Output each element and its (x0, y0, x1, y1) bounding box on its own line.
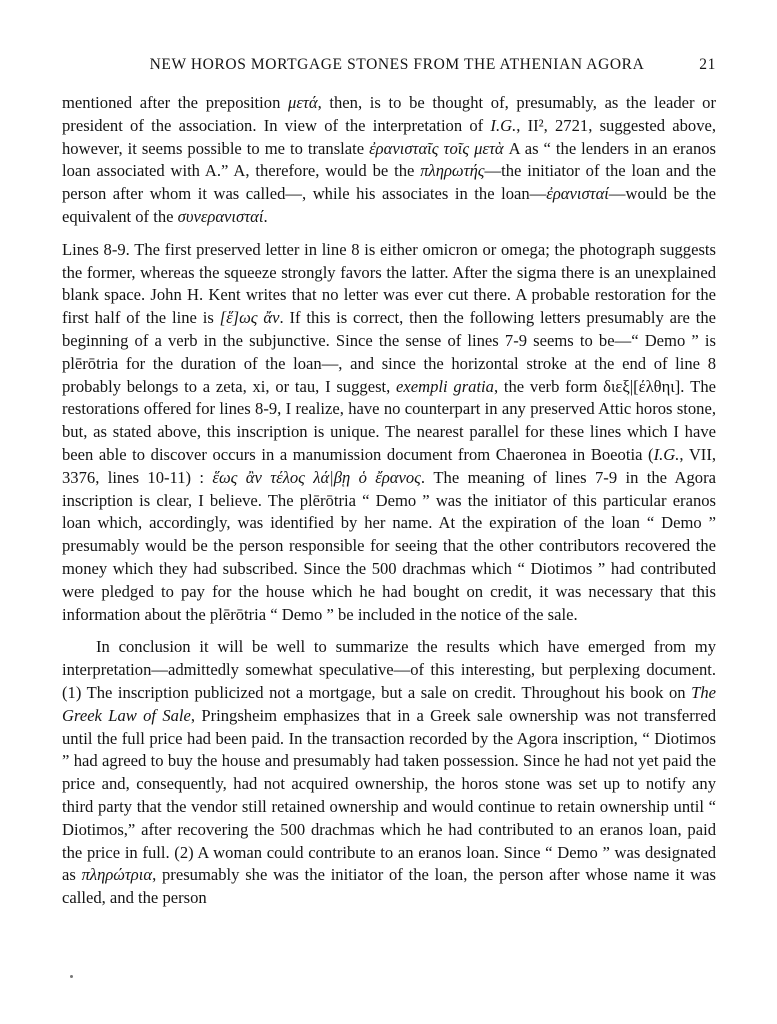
paragraph-eranistai (62, 92, 716, 229)
greek-phrase: ἐρανισταῖς τοῖς μετὰ (369, 138, 504, 158)
paragraph-conclusion (62, 636, 716, 932)
text-run: , the verb form διεξ|[έλθηι]. The restorations offered for lines 8-9, I realize, have no counterpart in any preserved Attic horos stone, but, as stated above, this inscription is unique. The nearest parallel for these lines which I have been able to discover occurs in a manumission document from Chaeronea in Boeotia ( (62, 376, 716, 464)
greek-phrase: μετά (288, 93, 318, 112)
text-run: , VII, 3376, lines 10-11) : (62, 444, 716, 487)
italic-citation: exempli gratia (396, 376, 494, 396)
greek-phrase: πληρώτρια (81, 865, 153, 885)
page (62, 56, 716, 932)
text-run: , presumably she was the initiator of the loan, the person after whose name it was called, and the person (62, 865, 716, 908)
running-title: NEW HOROS MORTGAGE STONES FROM THE ATHENIAN AGORA (149, 56, 645, 73)
running-head (62, 56, 716, 80)
text-run: —the initiator of the loan and the person after whom it was called—, while his associates in the loan— (62, 161, 716, 204)
text-run: mentioned after the preposition (62, 93, 289, 112)
text-run: In conclusion it will be well to summarize the results which have emerged from my interpretation—admittedly somewhat speculative—of this interesting, but perplexing document. (1) The inscription publicized not a mortgage, but a sale on credit. Throughout his book on (62, 637, 716, 702)
italic-citation: The Greek Law of Sale (62, 682, 716, 725)
greek-phrase: ἐρανισταί (546, 184, 609, 204)
text-run: . (263, 206, 268, 226)
page-number: 21 (699, 56, 716, 73)
italic-citation: I.G. (490, 115, 517, 135)
paragraph-lines-8-9 (62, 239, 716, 627)
italic-citation: I.G. (653, 444, 680, 464)
greek-phrase: [ἕ]ως ἄν (219, 308, 280, 328)
text-run: , Pringsheim emphasizes that in a Greek sale ownership was not transferred until the full price had been paid. In the transaction recorded by the Agora inscription, “ Diotimos ” had agreed to buy the house and presumably had taken possession. Since he had not yet paid the price and, consequently, had not acquired ownership, the horos stone was set up to notify any third party that the vendor still retained ownership and would continue to retain ownership until “ Diotimos,” after recovering the 500 drachmas which he had contributed to an eranos loan, paid the price in full. (2) A woman could contribute to an eranos loan. Since “ Demo ” was designated as (62, 705, 716, 885)
text-run: , then, is to be thought of, presumably, as the leader or president of the association. In view of the interpretation of (62, 93, 717, 135)
greek-phrase: πληρωτής (420, 161, 485, 181)
text-run: . If this is correct, then the following letters presumably are the beginning of a verb in the subjunctive. Since the sense of lines 7-9 seems to be—“ Demo ” is plērōtria for the duration of the loan—, and since the horizontal stroke at the end of line 8 probably belongs to a zeta, xi, or tau, I suggest, (62, 308, 716, 396)
text-run: , II², 2721, suggested above, however, it seems possible to me to translate (62, 115, 716, 158)
body-text (62, 92, 716, 932)
text-run: A as “ the lenders in an eranos loan associated with A.” A, therefore, would be the (62, 138, 717, 181)
text-run: —would be the equivalent of the (62, 184, 716, 226)
text-run: Lines 8-9. The first preserved letter in line 8 is either omicron or omega; the photograph suggests the former, whereas the squeeze strongly favors the latter. After the sigma there is an unexplained blank space. John H. Kent writes that no letter was ever cut there. A probable restoration for the first half of the line is (62, 239, 716, 328)
text-run: . The meaning of lines 7-9 in the Agora inscription is clear, I believe. The plērōtria “ Demo ” was the initiator of this particular eranos loan which, accordingly, was identified by her name. At the expiration of the loan “ Demo ” presumably would be the person responsible for seeing that the other contributors recovered the money which they had subscribed. Since the 500 drachmas which “ Diotimos ” had contributed were pledged to pay for the house which he had bought on credit, it was necessary that this information about the plērōtria “ Demo ” be included in the notice of the sale. (62, 467, 716, 624)
greek-phrase: συνερανισταί (177, 206, 264, 226)
margin-speck (70, 975, 73, 978)
greek-phrase: ἕως ἂν τέλος λά|βῃ ὁ ἔρανος (212, 467, 421, 487)
